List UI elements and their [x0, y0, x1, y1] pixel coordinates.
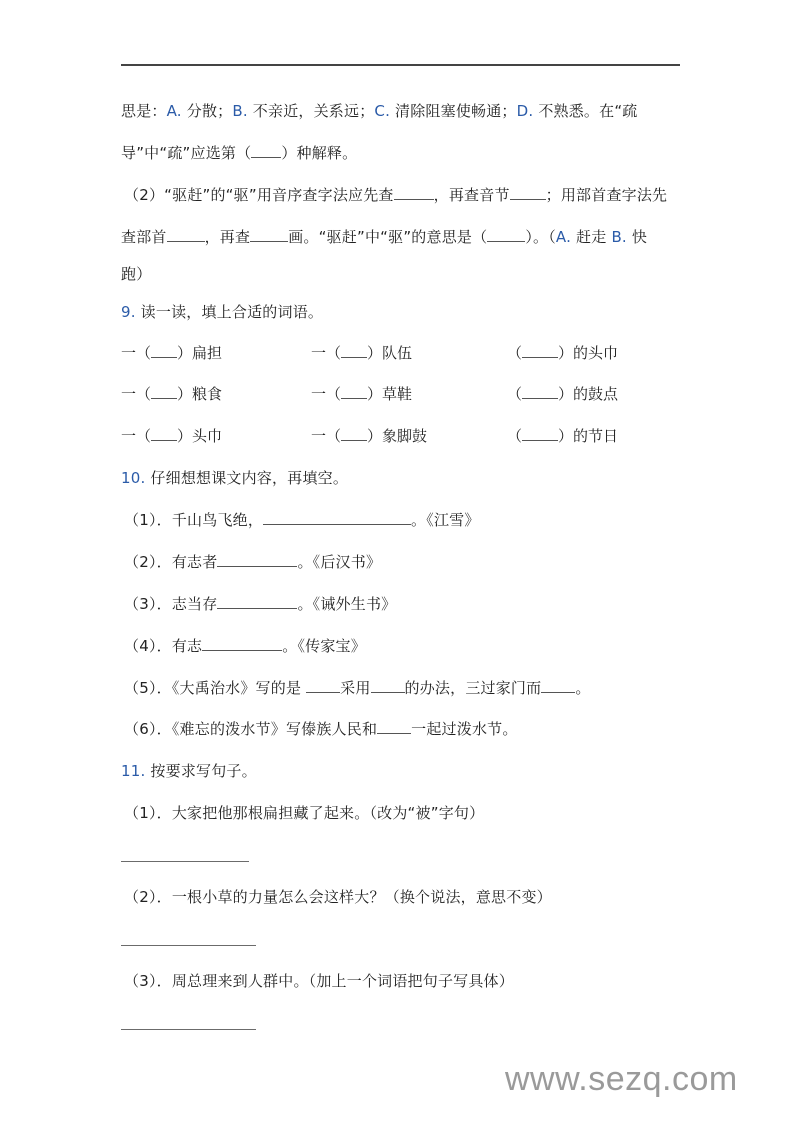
- q8-line-1: [121, 101, 638, 121]
- q9-cell: [507, 426, 618, 446]
- text: （: [507, 427, 523, 445]
- text: 一（: [121, 344, 152, 362]
- text: ）。（: [525, 228, 556, 246]
- q9-cell: [121, 384, 222, 404]
- text: 的办法，三过家门而: [404, 679, 542, 697]
- q9-cell: [121, 426, 222, 446]
- answer-blank[interactable]: [306, 678, 340, 693]
- text: （3）．志当存: [124, 595, 218, 613]
- answer-blank[interactable]: [151, 426, 177, 441]
- text: 一（: [311, 427, 342, 445]
- q11-item-3: [124, 971, 514, 991]
- text: 。《传家宝》: [282, 637, 366, 655]
- text: （6）．《难忘的泼水节》写傣族人民和: [124, 720, 378, 738]
- q8-line-2: [121, 143, 357, 163]
- answer-blank[interactable]: [341, 384, 367, 399]
- q10-item-1: [124, 510, 480, 530]
- option-c-label: C.: [374, 102, 391, 120]
- text: 跑）: [121, 265, 152, 283]
- answer-blank[interactable]: [341, 343, 367, 358]
- question-title: 仔细想想课文内容，再填空。: [145, 469, 349, 487]
- q9-cell: [507, 384, 618, 404]
- q11-item-1: [124, 803, 484, 823]
- text: （5）．《大禹治水》写的是: [124, 679, 307, 697]
- text: 思是：: [121, 102, 167, 120]
- text: 画。“驱赶”中“驱”的意思是（: [288, 228, 488, 246]
- q8-part2-line-3: [121, 264, 151, 284]
- text: 导”中“疏”应选第（: [121, 144, 252, 162]
- answer-blank[interactable]: [522, 426, 558, 441]
- answer-blank[interactable]: [217, 594, 297, 609]
- text: ）的鼓点: [558, 385, 619, 403]
- text: 一（: [121, 427, 152, 445]
- answer-line[interactable]: [121, 945, 256, 946]
- text: （1）．千山鸟飞绝，: [124, 511, 264, 529]
- q10-item-2: [124, 552, 381, 572]
- q11-heading: [121, 761, 257, 781]
- text: （3）．周总理来到人群中。（加上一个词语把句子写具体）: [124, 972, 514, 990]
- text: 分散；: [181, 102, 233, 120]
- q10-item-6: [124, 719, 518, 739]
- answer-blank[interactable]: [541, 678, 575, 693]
- text: 查部首: [121, 228, 167, 246]
- text: ）粮食: [177, 385, 223, 403]
- text: （4）．有志: [124, 637, 203, 655]
- answer-blank[interactable]: [202, 636, 282, 651]
- text: 不亲近，关系远；: [247, 102, 375, 120]
- text: 。《江雪》: [411, 511, 480, 529]
- text: 赶走: [571, 228, 612, 246]
- answer-blank[interactable]: [522, 384, 558, 399]
- question-number: 11.: [121, 762, 146, 780]
- q8-part2-line-1: [124, 185, 667, 205]
- text: ）队伍: [367, 344, 413, 362]
- text: ）草鞋: [367, 385, 413, 403]
- text: ）的头巾: [558, 344, 619, 362]
- text: 一（: [121, 385, 152, 403]
- answer-line[interactable]: [121, 1029, 256, 1030]
- q9-cell: [311, 343, 412, 363]
- option-d-label: D.: [516, 102, 534, 120]
- answer-blank[interactable]: [394, 185, 434, 200]
- text: （: [507, 344, 523, 362]
- text: 。《后汉书》: [297, 553, 382, 571]
- answer-blank[interactable]: [217, 552, 297, 567]
- header-rule: [121, 64, 680, 66]
- text: ）种解释。: [281, 144, 358, 162]
- q10-item-3: [124, 594, 396, 614]
- text: ）象脚鼓: [367, 427, 428, 445]
- q8-part2-line-2: [121, 227, 647, 247]
- question-number: 9.: [121, 303, 136, 321]
- answer-blank[interactable]: [250, 227, 288, 242]
- q10-item-4: [124, 636, 366, 656]
- text: 。《诫外生书》: [297, 595, 397, 613]
- text: ；用部首查字法先: [545, 186, 668, 204]
- text: 一（: [311, 385, 342, 403]
- text: （: [507, 385, 523, 403]
- text: 。: [575, 679, 591, 697]
- q9-heading: [121, 302, 323, 322]
- answer-blank[interactable]: [167, 227, 205, 242]
- q9-cell: [311, 426, 427, 446]
- text: 清除阻塞使畅通；: [390, 102, 517, 120]
- text: （2）．一根小草的力量怎么会这样大？（换个说法，意思不变）: [124, 888, 552, 906]
- question-title: 读一读，填上合适的词语。: [135, 303, 324, 321]
- text: ，再查: [204, 228, 251, 246]
- q9-cell: [311, 384, 412, 404]
- option-b-label: B.: [232, 102, 248, 120]
- text: 一（: [311, 344, 342, 362]
- question-title: 按要求写句子。: [145, 762, 257, 780]
- answer-blank[interactable]: [377, 719, 411, 734]
- answer-blank[interactable]: [341, 426, 367, 441]
- option-a-label: A.: [555, 228, 572, 246]
- question-number: 10.: [121, 469, 146, 487]
- text: （2）．有志者: [124, 553, 218, 571]
- answer-blank[interactable]: [251, 143, 281, 158]
- text: 一起过泼水节。: [411, 720, 518, 738]
- answer-blank[interactable]: [151, 343, 177, 358]
- answer-blank[interactable]: [487, 227, 525, 242]
- text: （1）．大家把他那根扁担藏了起来。（改为“被”字句）: [124, 804, 485, 822]
- answer-blank[interactable]: [263, 510, 411, 525]
- text: ，再查音节: [433, 186, 510, 204]
- option-a-label: A.: [166, 102, 182, 120]
- answer-blank[interactable]: [371, 678, 405, 693]
- text: 快: [626, 228, 648, 246]
- text: ）头巾: [177, 427, 223, 445]
- text: ）扁担: [177, 344, 223, 362]
- q10-item-5: [124, 678, 591, 698]
- answer-blank[interactable]: [510, 185, 546, 200]
- q10-heading: [121, 468, 348, 488]
- text: （2）“驱赶”的“驱”用音序查字法应先查: [124, 186, 394, 204]
- answer-blank[interactable]: [522, 343, 558, 358]
- q9-cell: [121, 343, 222, 363]
- option-b-label: B.: [611, 228, 627, 246]
- q11-item-2: [124, 887, 552, 907]
- watermark: www.sezq.com: [505, 1060, 738, 1098]
- text: ）的节日: [558, 427, 619, 445]
- text: 不熟悉。在“疏: [533, 102, 638, 120]
- answer-line[interactable]: [121, 861, 249, 862]
- q9-cell: [507, 343, 618, 363]
- text: 采用: [340, 679, 371, 697]
- answer-blank[interactable]: [151, 384, 177, 399]
